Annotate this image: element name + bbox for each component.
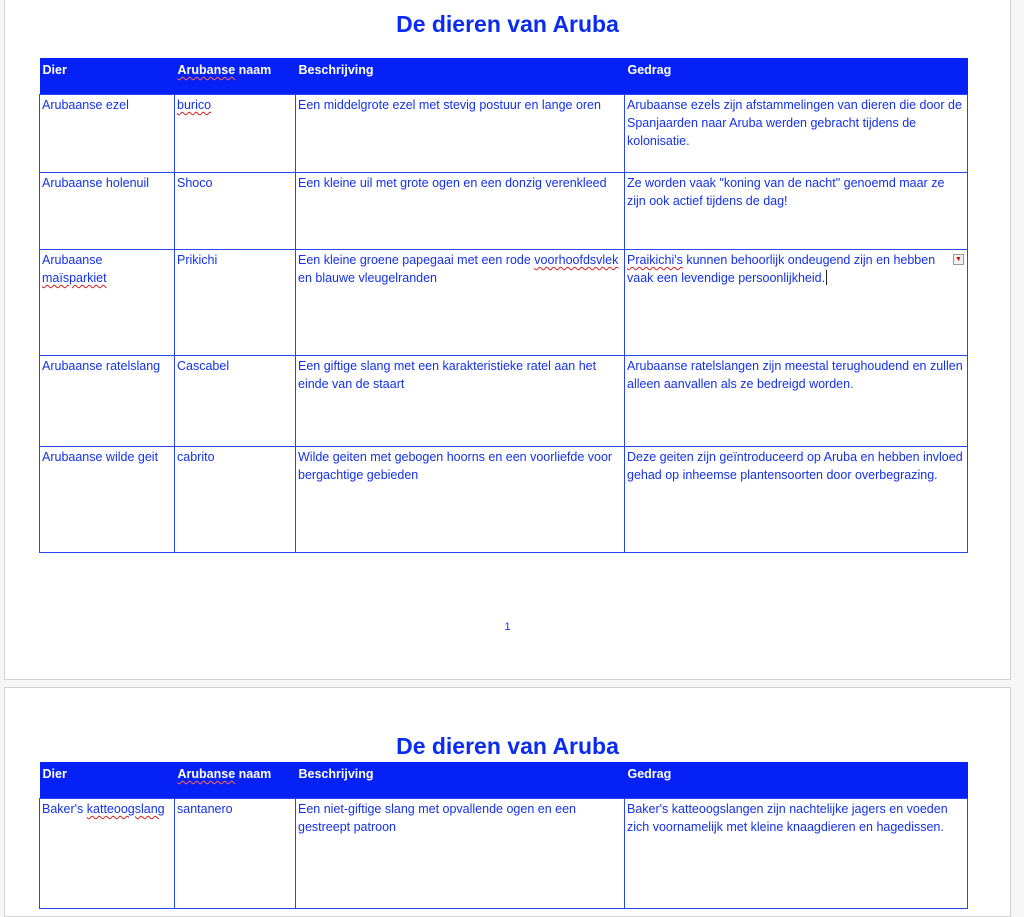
gedrag-part2: kunnen behoorlijk ondeugend zijn en hebben vaak een levendige persoonlijkheid. xyxy=(627,253,936,285)
header-naam-prefix: Arubanse xyxy=(177,767,236,781)
header-arubaanse-naam xyxy=(175,58,296,95)
cell-gedrag[interactable]: Ze worden vaak "koning van de nacht" genoemd maar ze zijn ook actief tijdens de dag! xyxy=(625,173,968,250)
table-header-row xyxy=(40,762,968,799)
cell-beschrijving[interactable]: Een giftige slang met een karakteristieke ratel aan het einde van de staart xyxy=(296,356,625,447)
beschrijving-part1: Een kleine groene papegaai met een rode xyxy=(298,253,535,267)
dier-part2: katteoogslang xyxy=(86,802,165,816)
table-header-row xyxy=(40,58,968,95)
cell-dier[interactable]: Arubaanse ratelslang xyxy=(40,356,175,447)
header-naam-suffix: naam xyxy=(235,63,272,77)
page-title: De dieren van Aruba xyxy=(396,11,619,37)
table-row xyxy=(40,250,968,356)
table-row xyxy=(40,173,968,250)
header-beschrijving: Beschrijving xyxy=(296,58,625,95)
cell-dier[interactable]: Arubaanse ezel xyxy=(40,95,175,173)
dier-part1: Baker's xyxy=(42,802,87,816)
cell-beschrijving[interactable]: Een niet-giftige slang met opvallende ogen en een gestreept patroon xyxy=(296,799,625,909)
header-dier: Dier xyxy=(40,58,175,95)
page-number: 1 xyxy=(504,621,511,633)
table-row xyxy=(40,447,968,553)
cell-naam[interactable]: Shoco xyxy=(175,173,296,250)
document-page-2 xyxy=(4,687,1011,917)
cell-gedrag[interactable]: Arubaanse ezels zijn afstammelingen van dieren die door de Spanjaarden naar Aruba werden gebracht tijdens de kolonisatie. xyxy=(625,95,968,173)
cell-naam[interactable]: Prikichi xyxy=(175,250,296,356)
cell-beschrijving[interactable]: Een kleine uil met grote ogen en een donzig verenkleed xyxy=(296,173,625,250)
dier-line1: Arubaanse xyxy=(42,253,103,267)
header-naam-suffix: naam xyxy=(235,767,272,781)
table-row xyxy=(40,356,968,447)
header-naam-prefix: Arubanse xyxy=(177,63,236,77)
gedrag-part1: Praikichi's xyxy=(627,253,683,267)
cell-dier[interactable] xyxy=(40,799,175,909)
beschrijving-part2: voorhoofdsvlek xyxy=(534,253,619,267)
cell-naam[interactable] xyxy=(175,95,296,173)
cell-naam[interactable]: cabrito xyxy=(175,447,296,553)
cell-naam[interactable]: santanero xyxy=(175,799,296,909)
table-row xyxy=(40,799,968,909)
cell-gedrag[interactable]: Baker's katteoogslangen zijn nachtelijke jagers en voeden zich voornamelijk met kleine knaagdieren en hagedissen. xyxy=(625,799,968,909)
header-gedrag: Gedrag xyxy=(625,58,968,95)
cell-gedrag[interactable]: Arubaanse ratelslangen zijn meestal terughoudend en zullen alleen aanvallen als ze bedreigd worden. xyxy=(625,356,968,447)
cell-dier[interactable]: Arubaanse wilde geit xyxy=(40,447,175,553)
header-gedrag: Gedrag xyxy=(625,762,968,799)
animals-table xyxy=(39,762,968,909)
comment-dropdown-icon[interactable]: ▼ xyxy=(953,254,964,265)
header-beschrijving: Beschrijving xyxy=(296,762,625,799)
document-page-1 xyxy=(4,0,1011,680)
cell-beschrijving[interactable] xyxy=(296,250,625,356)
cell-beschrijving[interactable]: Een middelgrote ezel met stevig postuur en lange oren xyxy=(296,95,625,173)
page-title: De dieren van Aruba xyxy=(396,733,619,759)
beschrijving-part3: en blauwe vleugelranden xyxy=(298,271,437,285)
cell-dier[interactable] xyxy=(40,250,175,356)
dier-line2: maïsparkiet xyxy=(42,271,107,285)
header-arubaanse-naam xyxy=(175,762,296,799)
cell-gedrag-active[interactable] xyxy=(625,250,968,356)
table-row xyxy=(40,95,968,173)
cell-beschrijving[interactable]: Wilde geiten met gebogen hoorns en een voorliefde voor bergachtige gebieden xyxy=(296,447,625,553)
cell-dier[interactable]: Arubaanse holenuil xyxy=(40,173,175,250)
animals-table xyxy=(39,58,968,553)
cell-gedrag[interactable]: Deze geiten zijn geïntroduceerd op Aruba en hebben invloed gehad op inheemse plantensoorten door overbegrazing. xyxy=(625,447,968,553)
text-cursor xyxy=(826,270,827,285)
header-dier: Dier xyxy=(40,762,175,799)
cell-naam[interactable]: Cascabel xyxy=(175,356,296,447)
naam-text: burico xyxy=(177,98,212,112)
